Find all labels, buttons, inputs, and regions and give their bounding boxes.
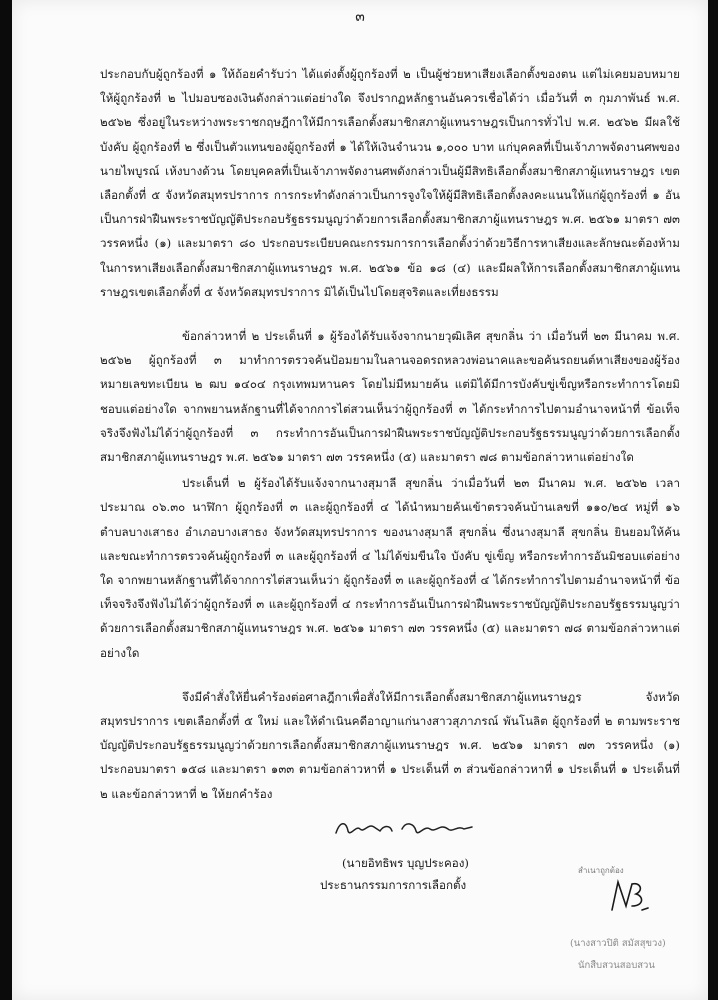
paragraph-charge2-issue1: ข้อกล่าวหาที่ ๒ ประเด็นที่ ๑ ผู้ร้องได้รับแจ้งจากนายวุฒิเลิศ สุขกลิ่น ว่า เมื่อวันที่ ๒๓ มีนาคม พ.ศ. ๒๕๖๒ ผู้ถูกร้องที่ ๓ มาทำการตรวจค้นป้อมยามในลานจอดรถหลวงพ่อนาคและขอค้นรถยนต์หาเสียงของผู้ร้อง หมายเลขทะเบียน ๒ ฒบ ๑๔๐๔ กรุงเทพมหานคร โดยไม่มีหมายค้น แต่มิได้มีการบังคับขู่เข็ญหรือกระทำการโดยมิชอบแต่อย่างใด จากพยานหลักฐานที่ได้จากการไต่สวนเห็นว่าผู้ถูกร้องที่ ๓ ได้กระทำการไปตามอำนาจหน้าที่ ข้อเท็จจริงจึงฟังไม่ได้ว่าผู้ถูกร้องที่ ๓ กระทำการอันเป็นการฝ่าฝืนพระราชบัญญัติประกอบรัฐธรรมนูญว่าด้วยการเลือกตั้งสมาชิกสภาผู้แทนราษฎร พ.ศ. ๒๕๖๑ มาตรา ๗๓ วรรคหนึ่ง (๕) และมาตรา ๗๘ ตามข้อกล่าวหาแต่อย่างใด [100, 329, 680, 465]
signature-scribble [330, 815, 480, 843]
certifier-role: นักสืบสวนสอบสวน [578, 960, 655, 971]
initials-signature [604, 876, 652, 916]
document-page [12, 0, 708, 1000]
signer-title: ประธานกรรมการการเลือกตั้ง [320, 878, 467, 892]
body-text [100, 62, 680, 806]
paragraph-order: จึงมีคำสั่งให้ยื่นคำร้องต่อศาลฎีกาเพื่อสั่งให้มีการเลือกตั้งสมาชิกสภาผู้แทนราษฎร จังหวัดสมุทรปราการ เขตเลือกตั้งที่ ๕ ใหม่ และให้ดำเนินคดีอาญาแก่นางสาวสุภาภรณ์ พันโนลิต ผู้ถูกร้องที่ ๒ ตามพระราชบัญญัติประกอบรัฐธรรมนูญว่าด้วยการเลือกตั้งสมาชิกสภาผู้แทนราษฎร พ.ศ. ๒๕๖๑ มาตรา ๗๓ วรรคหนึ่ง (๑) ประกอบมาตรา ๑๕๘ และมาตรา ๑๓๓ ตามข้อกล่าวหาที่ ๑ ประเด็นที่ ๓ ส่วนข้อกล่าวหาที่ ๑ ประเด็นที่ ๑ ประเด็นที่ ๒ และข้อกล่าวหาที่ ๒ ให้ยกคำร้อง [100, 689, 680, 801]
certified-copy-label: สำเนาถูกต้อง [578, 866, 624, 875]
signer-name: (นายอิทธิพร บุญประคอง) [342, 856, 469, 870]
page-number: ๓ [355, 9, 365, 25]
paragraph-charge1-summary: ประกอบกับผู้ถูกร้องที่ ๑ ให้ถ้อยคำรับว่า ได้แต่งตั้งผู้ถูกร้องที่ ๒ เป็นผู้ช่วยหาเสียงเลือกตั้งของตน แต่ไม่เคยมอบหมายให้ผู้ถูกร้องที่ ๒ ไปมอบซองเงินดังกล่าวแต่อย่างใด จึงปรากฏหลักฐานอันควรเชื่อได้ว่า เมื่อวันที่ ๓ กุมภาพันธ์ พ.ศ. ๒๕๖๒ ซึ่งอยู่ในระหว่างพระราชกฤษฎีกาให้มีการเลือกตั้งสมาชิกสภาผู้แทนราษฎรเป็นการทั่วไป พ.ศ. ๒๕๖๒ มีผลใช้บังคับ ผู้ถูกร้องที่ ๒ ซึ่งเป็นตัวแทนของผู้ถูกร้องที่ ๑ ได้ให้เงินจำนวน ๑,๐๐๐ บาท แก่บุคคลที่เป็นเจ้าภาพจัดงานศพของนายไพบูรณ์ เห้งบางด้วน โดยบุคคลที่เป็นเจ้าภาพจัดงานศพดังกล่าวเป็นผู้มีสิทธิเลือกตั้งสมาชิกสภาผู้แทนราษฎร เขตเลือกตั้งที่ ๕ จังหวัดสมุทรปราการ การกระทำดังกล่าวเป็นการจูงใจให้ผู้มีสิทธิเลือกตั้งลงคะแนนให้แก่ผู้ถูกร้องที่ ๑ อันเป็นการฝ่าฝืนพระราชบัญญัติประกอบรัฐธรรมนูญว่าด้วยการเลือกตั้งสมาชิกสภาผู้แทนราษฎร พ.ศ. ๒๕๖๑ มาตรา ๗๓ วรรคหนึ่ง (๑) และมาตรา ๘๐ ประกอบระเบียบคณะกรรมการการเลือกตั้งว่าด้วยวิธีการหาเสียงและลักษณะต้องห้ามในการหาเสียงเลือกตั้งสมาชิกสภาผู้แทนราษฎร พ.ศ. ๒๕๖๑ ข้อ ๑๘ (๔) และมีผลให้การเลือกตั้งสมาชิกสภาผู้แทนราษฎรเขตเลือกตั้งที่ ๕ จังหวัดสมุทรปราการ มิได้เป็นไปโดยสุจริตและเที่ยงธรรม [100, 67, 680, 299]
certifier-name: (นางสาวปิติ สมัสสุขวง) [570, 938, 666, 949]
paragraph-charge2-issue2: ประเด็นที่ ๒ ผู้ร้องได้รับแจ้งจากนางสุมาลี สุขกลิ่น ว่าเมื่อวันที่ ๒๓ มีนาคม พ.ศ. ๒๕๖๒ เวลาประมาณ ๐๖.๓๐ นาฬิกา ผู้ถูกร้องที่ ๓ และผู้ถูกร้องที่ ๔ ได้นำหมายค้นเข้าตรวจค้นบ้านเลขที่ ๑๑๐/๒๔ หมู่ที่ ๑๖ ตำบลบางเสาธง อำเภอบางเสาธง จังหวัดสมุทรปราการ ของนางสุมาลี สุขกลิ่น ซึ่งนางสุมาลี สุขกลิ่น ยินยอมให้ค้นและขณะทำการตรวจค้นผู้ถูกร้องที่ ๓ และผู้ถูกร้องที่ ๔ ไม่ได้ข่มขืนใจ บังคับ ขู่เข็ญ หรือกระทำการอันมิชอบแต่อย่างใด จากพยานหลักฐานที่ได้จากการไต่สวนเห็นว่า ผู้ถูกร้องที่ ๓ และผู้ถูกร้องที่ ๔ ได้กระทำการไปตามอำนาจหน้าที่ ข้อเท็จจริงจึงฟังไม่ได้ว่าผู้ถูกร้องที่ ๓ และผู้ถูกร้องที่ ๔ กระทำการอันเป็นการฝ่าฝืนพระราชบัญญัติประกอบรัฐธรรมนูญว่าด้วยการเลือกตั้งสมาชิกสภาผู้แทนราษฎร พ.ศ. ๒๕๖๑ มาตรา ๗๓ วรรคหนึ่ง (๕) และมาตรา ๗๘ ตามข้อกล่าวหาแต่อย่างใด [100, 476, 680, 660]
certified-copy-block [570, 864, 680, 984]
